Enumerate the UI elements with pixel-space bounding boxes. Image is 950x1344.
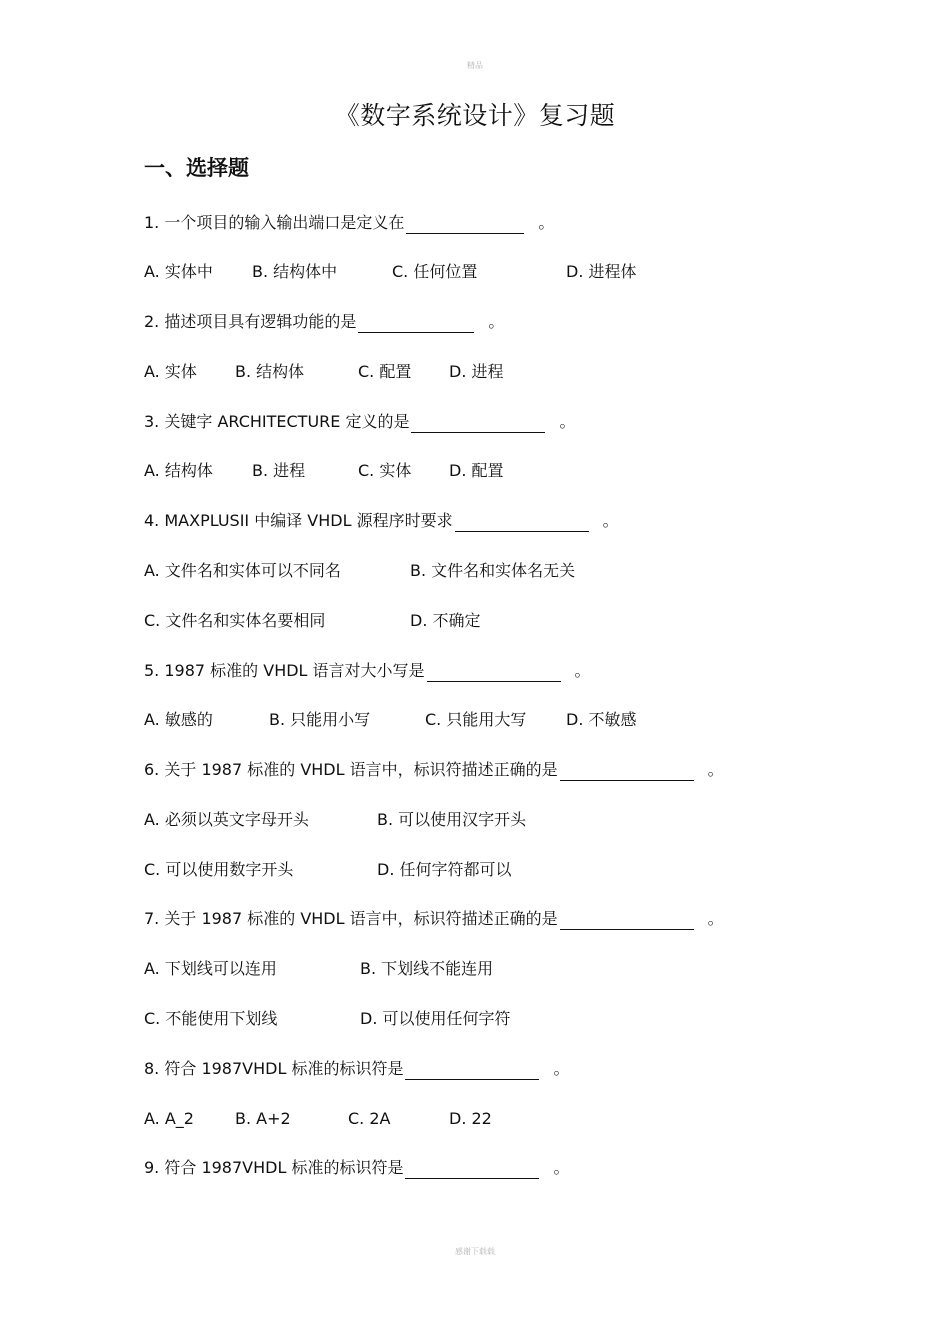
option-c: C. 任何位置 — [392, 262, 478, 281]
question-9 — [144, 1157, 569, 1179]
option-d: D. 进程体 — [566, 262, 637, 281]
answer-blank — [358, 314, 474, 333]
option-b: B. 可以使用汉字开头 — [377, 810, 527, 829]
option-a: A. 文件名和实体可以不同名 — [144, 561, 341, 580]
question-text: 3. 关键字 ARCHITECTURE 定义的是 — [144, 412, 410, 431]
option-c: C. 文件名和实体名要相同 — [144, 611, 326, 630]
option-c: C. 配置 — [358, 362, 412, 381]
option-b: B. 进程 — [252, 461, 306, 480]
question-5 — [144, 660, 591, 682]
page-header-mark: 精品 — [467, 61, 483, 70]
question-text: 5. 1987 标准的 VHDL 语言对大小写是 — [144, 661, 425, 680]
answer-blank — [455, 513, 589, 532]
question-text: 6. 关于 1987 标准的 VHDL 语言中，标识符描述正确的是 — [144, 760, 558, 779]
section-heading: 一、选择题 — [144, 156, 249, 180]
question-8 — [144, 1058, 569, 1080]
option-a: A. A_2 — [144, 1109, 194, 1128]
question-end: 。 — [707, 760, 724, 779]
answer-blank — [560, 762, 694, 781]
option-b: B. A+2 — [235, 1109, 291, 1128]
option-b: B. 结构体 — [235, 362, 305, 381]
option-b: B. 只能用小写 — [269, 710, 371, 729]
question-4 — [144, 510, 619, 532]
question-2 — [144, 311, 504, 333]
option-c: C. 只能用大写 — [425, 710, 527, 729]
page-footer-mark: 感谢下载载 — [455, 1247, 495, 1256]
question-text: 9. 符合 1987VHDL 标准的标识符是 — [144, 1158, 404, 1177]
question-end: 。 — [707, 909, 724, 928]
answer-blank — [427, 663, 561, 682]
option-d: D. 可以使用任何字符 — [360, 1009, 511, 1028]
answer-blank — [405, 1160, 539, 1179]
answer-blank — [411, 414, 545, 433]
option-a: A. 实体中 — [144, 262, 213, 281]
option-b: B. 文件名和实体名无关 — [410, 561, 576, 580]
option-d: D. 进程 — [449, 362, 504, 381]
option-b: B. 下划线不能连用 — [360, 959, 494, 978]
option-a: A. 结构体 — [144, 461, 213, 480]
option-c: C. 不能使用下划线 — [144, 1009, 278, 1028]
question-7 — [144, 908, 724, 930]
answer-blank — [560, 911, 694, 930]
question-end: 。 — [488, 312, 505, 331]
option-a: A. 实体 — [144, 362, 197, 381]
question-6 — [144, 759, 724, 781]
question-end: 。 — [553, 1158, 570, 1177]
option-a: A. 下划线可以连用 — [144, 959, 277, 978]
question-text: 7. 关于 1987 标准的 VHDL 语言中，标识符描述正确的是 — [144, 909, 558, 928]
option-c: C. 实体 — [358, 461, 412, 480]
option-d: D. 配置 — [449, 461, 504, 480]
option-d: D. 任何字符都可以 — [377, 860, 512, 879]
answer-blank — [406, 215, 524, 234]
question-text: 4. MAXPLUSII 中编译 VHDL 源程序时要求 — [144, 511, 453, 530]
question-end: 。 — [574, 661, 591, 680]
option-a: A. 敏感的 — [144, 710, 213, 729]
option-a: A. 必须以英文字母开头 — [144, 810, 309, 829]
question-3 — [144, 411, 576, 433]
question-text: 8. 符合 1987VHDL 标准的标识符是 — [144, 1059, 404, 1078]
question-text: 2. 描述项目具有逻辑功能的是 — [144, 312, 357, 331]
document-title: 《数字系统设计》复习题 — [334, 101, 616, 130]
option-d: D. 不确定 — [410, 611, 481, 630]
question-end: 。 — [553, 1059, 570, 1078]
option-d: D. 22 — [449, 1109, 492, 1128]
answer-blank — [405, 1061, 539, 1080]
question-end: 。 — [602, 511, 619, 530]
question-1 — [144, 212, 554, 234]
question-text: 1. 一个项目的输入输出端口是定义在 — [144, 213, 405, 232]
option-d: D. 不敏感 — [566, 710, 637, 729]
option-c: C. 2A — [348, 1109, 391, 1128]
question-end: 。 — [538, 213, 555, 232]
option-b: B. 结构体中 — [252, 262, 338, 281]
option-c: C. 可以使用数字开头 — [144, 860, 294, 879]
question-end: 。 — [559, 412, 576, 431]
